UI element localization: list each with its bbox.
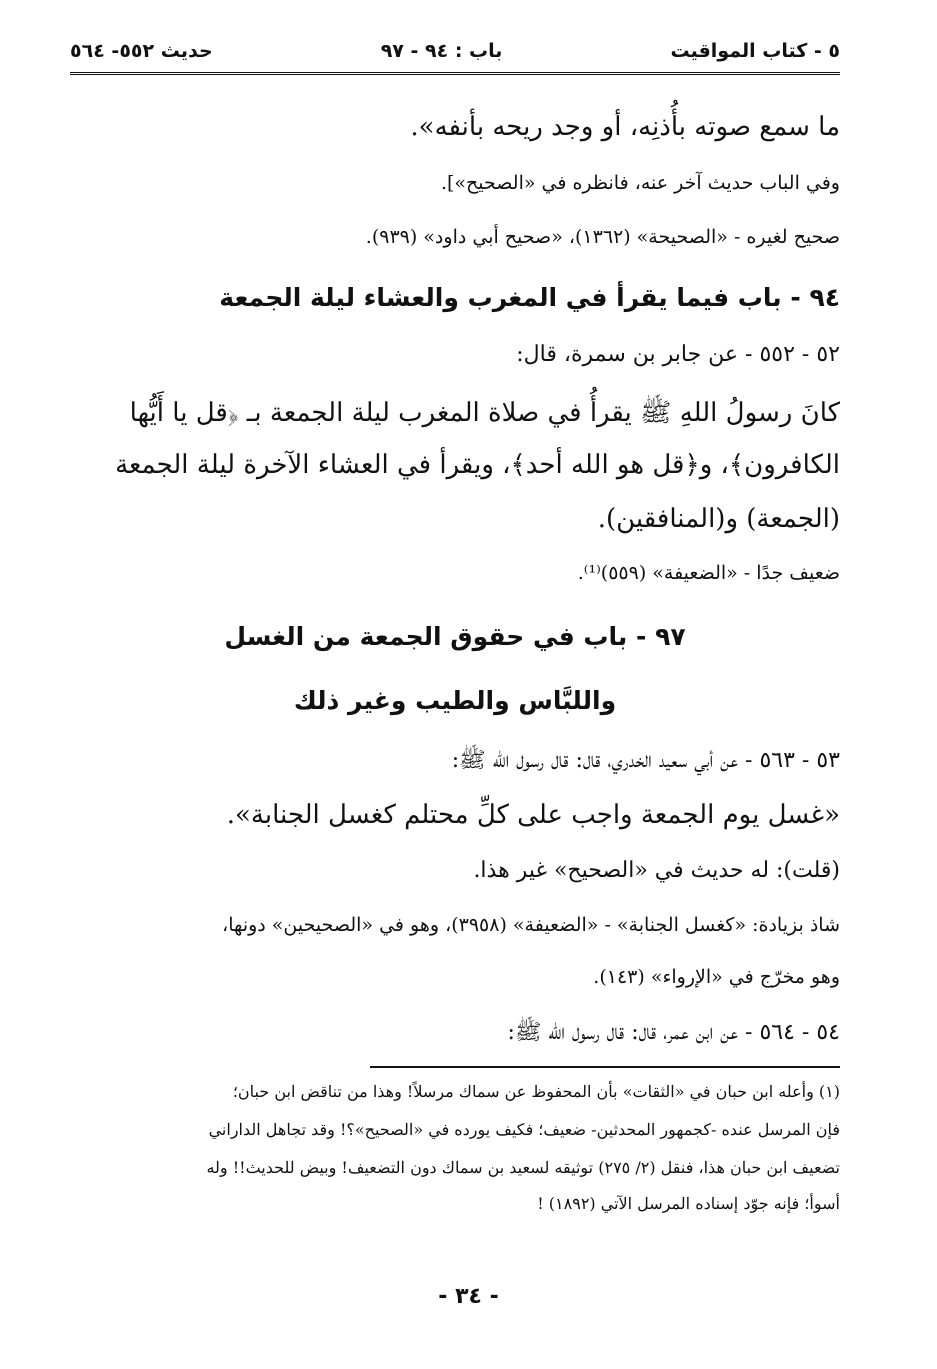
text-line: الكافرون﴾، و﴿قل هو الله أحد﴾، ويقرأ في العشاء الآخرة ليلة الجمعة — [115, 450, 840, 480]
running-header — [70, 36, 840, 66]
hadith-intro: ٥٤ - ٥٦٤ - عن ابن عمر، قال: قال رسول الله ﷺ: — [507, 1020, 840, 1045]
chapter-heading-97: ٩٧ - باب في حقوق الجمعة من الغسل — [224, 622, 686, 651]
footnote-line: (١) وأعله ابن حبان في «الثقات» بأن المحفوظ عن سماك مرسلاً! وهذا من تناقض ابن حبان؛ — [232, 1082, 840, 1101]
footnote-line: فإن المرسل عنده -كجمهور المحدثين- ضعيف؛ فكيف يورده في «الصحيح»؟! وقد تجاهل الداراني — [208, 1120, 840, 1139]
header-hadith-range: حديث ٥٥٢- ٥٦٤ — [70, 40, 213, 62]
footnote-line: تضعيف ابن حبان هذا، فنقل (٢/ ٢٧٥) توثيقه لسعيد بن سماك دون التضعيف! وبيض للحديث!! وله — [206, 1158, 840, 1177]
chapter-heading-94: ٩٤ - باب فيما يقرأ في المغرب والعشاء ليلة الجمعة — [219, 283, 840, 312]
text-line: كانَ رسولُ اللهِ ﷺ يقرأُ في صلاة المغرب ليلة الجمعة بـ ﴿قل يا أَيُّها — [129, 398, 840, 428]
chapter-heading-97-continued: واللبَّاس والطيب وغير ذلك — [293, 686, 617, 715]
hadith-text: «غسل يوم الجمعة واجب على كلِّ محتلم كغسل الجنابة». — [226, 800, 840, 830]
hadith-intro: ٥٣ - ٥٦٣ - عن أبي سعيد الخدري، قال: قال رسول الله ﷺ: — [451, 748, 840, 773]
header-chapter-range: باب : ٩٤ - ٩٧ — [380, 40, 503, 62]
page-number: - ٣٤ - — [438, 1284, 499, 1309]
text-line: ما سمع صوته بأُذنِه، أو وجد ريحه بأنفه». — [410, 112, 840, 142]
footnote-rule — [370, 1066, 840, 1068]
header-book-title: ٥ - كتاب المواقيت — [670, 40, 840, 62]
footnote-line: أسوأ؛ فإنه جوّد إسناده المرسل الآتي (١٨٩٢) ! — [537, 1194, 840, 1213]
text-line: (الجمعة) و(المنافقين). — [597, 504, 840, 534]
grading-line: ضعيف جدًا - «الضعيفة» (٥٥٩)⁽¹⁾. — [577, 562, 840, 584]
header-rule — [70, 72, 840, 78]
text-line: وهو مخرّج في «الإرواء» (١٤٣). — [593, 966, 840, 988]
grading-line: شاذ بزيادة: «كغسل الجنابة» - «الضعيفة» (٣٩٥٨)، وهو في «الصحيحين» دونها، — [222, 914, 840, 936]
grading-line: صحيح لغيره - «الصحيحة» (١٣٦٢)، «صحيح أبي داود» (٩٣٩). — [365, 226, 840, 248]
text-line: وفي الباب حديث آخر عنه، فانظره في «الصحيح»]. — [440, 172, 840, 194]
text-line: (قلت): له حديث في «الصحيح» غير هذا. — [473, 858, 840, 883]
hadith-intro: ٥٢ - ٥٥٢ - عن جابر بن سمرة، قال: — [516, 342, 840, 367]
